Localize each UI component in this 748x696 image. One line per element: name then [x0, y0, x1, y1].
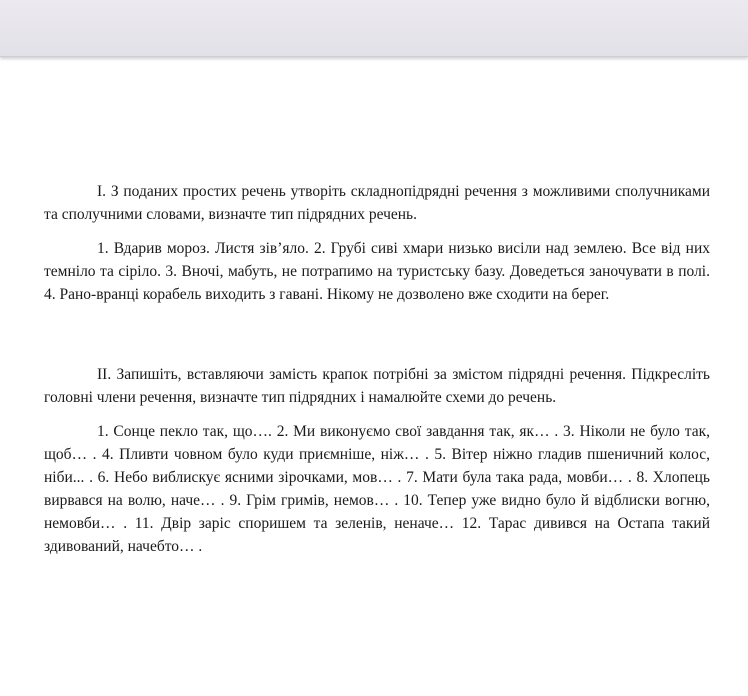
- viewer-toolbar-strip: [0, 0, 748, 57]
- task-2-sentences: 1. Сонце пекло так, що…. 2. Ми виконуємо свої завдання так, як… . 3. Ніколи не було так, щоб… . 4. Пливти човном було куди приємніше, ніж… . 5. Вітер ніжно гладив пшеничний колос, ніби... . 6. Небо виблискує ясними зірочками, мов… . 7. Мати була така рада, мовби… . 8. Хлопець вирвався на волю, наче… . 9. Грім гримів, немов… . 10. Тепер уже видно було й відблиски вогню, немовби… . 11. Двір заріс споришем та зеленів, неначе… 12. Тарас дивився на Остапа такий здивований, начебто… .: [44, 423, 710, 555]
- spacer: [44, 226, 710, 237]
- spacer: [44, 306, 710, 363]
- spacer: [44, 409, 710, 420]
- document-page: [44, 180, 710, 558]
- task-1-sentences: 1. Вдарив мороз. Листя зів’яло. 2. Грубі сиві хмари низько висіли над землею. Все від них темніло та сіріло. 3. Вночі, мабуть, не потрапимо на туристську базу. Доведеться заночувати в полі. 4. Рано-вранці корабель виходить з гавані. Нікому не дозволено вже сходити на берег.: [44, 240, 710, 303]
- task-1-instruction: I. З поданих простих речень утворіть складнопідрядні речення з можливими сполучниками та сполучними словами, визначте тип підрядних речень.: [44, 183, 710, 223]
- task-2-instruction: II. Запишіть, вставляючи замість крапок потрібні за змістом підрядні речення. Підкресліть головні члени речення, визначте тип підрядних і намалюйте схеми до речень.: [44, 366, 710, 406]
